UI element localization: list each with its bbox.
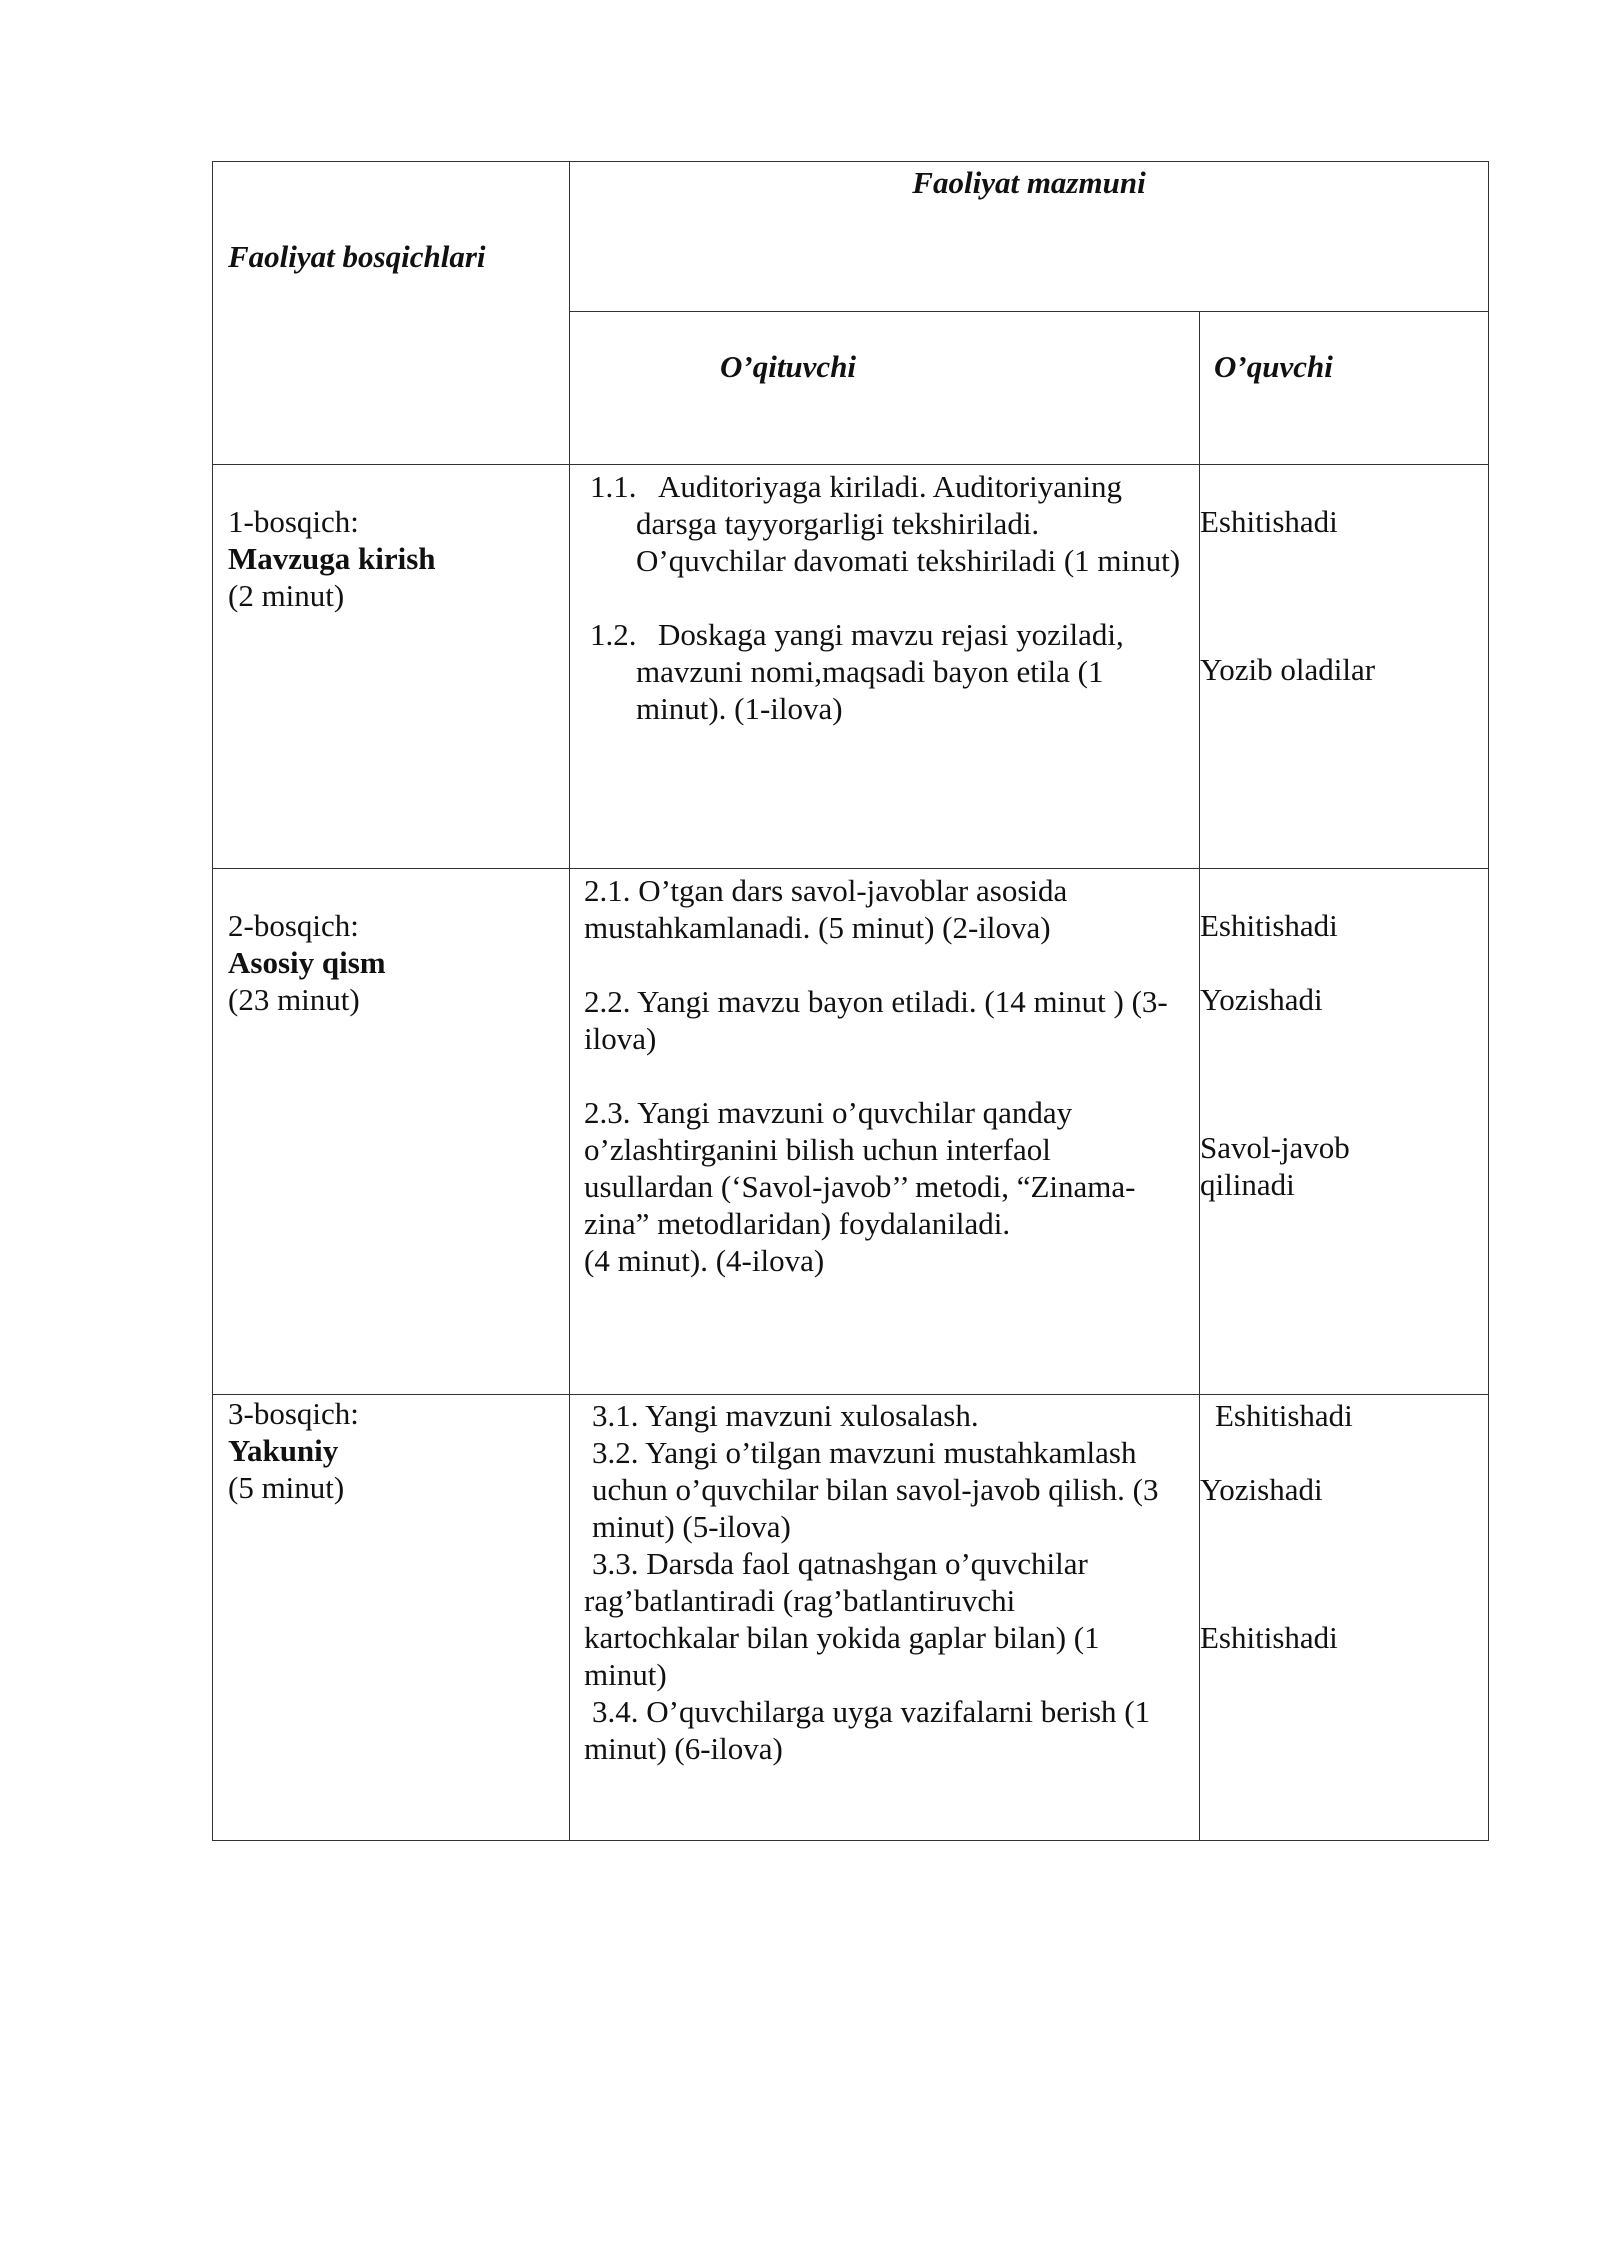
table-row	[213, 1395, 1489, 1841]
header-student-text: O’quvchi	[1214, 349, 1333, 384]
teacher-item: minut) (6-ilova)	[584, 1731, 783, 1766]
header-student-cell	[1200, 312, 1489, 465]
item-text: Doskaga yangi mavzu rejasi yoziladi, mavzuni nomi,maqsadi bayon etila (1 minut). (1-ilova)	[636, 617, 1124, 726]
teacher-item	[570, 616, 1199, 727]
student-activity: Yozishadi	[1200, 982, 1323, 1017]
student-activity: Eshitishadi	[1200, 504, 1338, 539]
item-number: 1.1.	[590, 469, 637, 504]
stage-name: Asosiy qism	[228, 945, 386, 980]
teacher-cell	[570, 1395, 1200, 1841]
header-teacher-cell	[570, 312, 1200, 465]
teacher-item: rag’batlantiradi (rag’batlantiruvchi kartochkalar bilan yokida gaplar bilan) (1 minut)	[584, 1583, 1100, 1692]
teacher-cell	[570, 869, 1200, 1395]
stage-cell	[213, 465, 570, 869]
stage-cell	[213, 869, 570, 1395]
lesson-plan-table	[212, 161, 1489, 1841]
stage-label: 2-bosqich:	[228, 908, 359, 943]
student-activity: Yozishadi	[1200, 1472, 1323, 1507]
header-content-text: Faoliyat mazmuni	[912, 165, 1146, 200]
item-number: 1.2.	[590, 617, 637, 652]
teacher-item: (4 minut). (4-ilova)	[584, 1243, 825, 1278]
teacher-item: 2.2. Yangi mavzu bayon etiladi. (14 minut ) (3-ilova)	[584, 984, 1168, 1056]
student-activity: Savol-javob qilinadi	[1200, 1130, 1350, 1202]
student-activity: Eshitishadi	[1200, 908, 1338, 943]
header-row-top	[213, 162, 1489, 312]
teacher-item: 2.3. Yangi mavzuni o’quvchilar qanday o’zlashtirganini bilish uchun interfaol usullardan (‘Savol-javob’’ metodi, “Zinama-zina” metodlaridan) foydalaniladi.	[584, 1095, 1136, 1241]
item-text: Auditoriyaga kiriladi. Auditoriyaning darsga tayyorgarligi tekshiriladi. O’quvchilar davomati tekshiriladi (1 minut)	[636, 469, 1181, 578]
table-row	[213, 465, 1489, 869]
header-content-cell	[570, 162, 1489, 312]
table-row	[213, 869, 1489, 1395]
student-cell	[1200, 869, 1489, 1395]
stage-label: 3-bosqich:	[228, 1396, 359, 1431]
stage-cell	[213, 1395, 570, 1841]
stage-name: Yakuniy	[228, 1433, 339, 1468]
teacher-item: 2.1. O’tgan dars savol-javoblar asosida mustahkamlanadi. (5 minut) (2-ilova)	[584, 873, 1068, 945]
teacher-cell	[570, 465, 1200, 869]
stage-time: (2 minut)	[228, 578, 345, 613]
student-activity: Eshitishadi	[1200, 1620, 1338, 1655]
teacher-item: 3.3. Darsda faol qatnashgan o’quvchilar	[592, 1546, 1088, 1581]
student-activity: Yozib oladilar	[1200, 652, 1376, 687]
student-cell	[1200, 465, 1489, 869]
student-activity: Eshitishadi	[1215, 1398, 1353, 1433]
teacher-item: 3.2. Yangi o’tilgan mavzuni mustahkamlash uchun o’quvchilar bilan savol-javob qilish. (3 minut) (5-ilova)	[592, 1435, 1159, 1544]
stage-label: 1-bosqich:	[228, 504, 359, 539]
header-stages-cell	[213, 162, 570, 465]
header-stages-text: Faoliyat bosqichlari	[228, 239, 486, 274]
teacher-item: 3.1. Yangi mavzuni xulosalash.	[592, 1398, 979, 1433]
teacher-item	[570, 468, 1199, 579]
stage-name: Mavzuga kirish	[228, 541, 436, 576]
student-cell	[1200, 1395, 1489, 1841]
header-teacher-text: O’qituvchi	[720, 349, 857, 384]
stage-time: (23 minut)	[228, 982, 360, 1017]
stage-time: (5 minut)	[228, 1470, 345, 1505]
teacher-item: 3.4. O’quvchilarga uyga vazifalarni berish (1	[592, 1694, 1151, 1729]
